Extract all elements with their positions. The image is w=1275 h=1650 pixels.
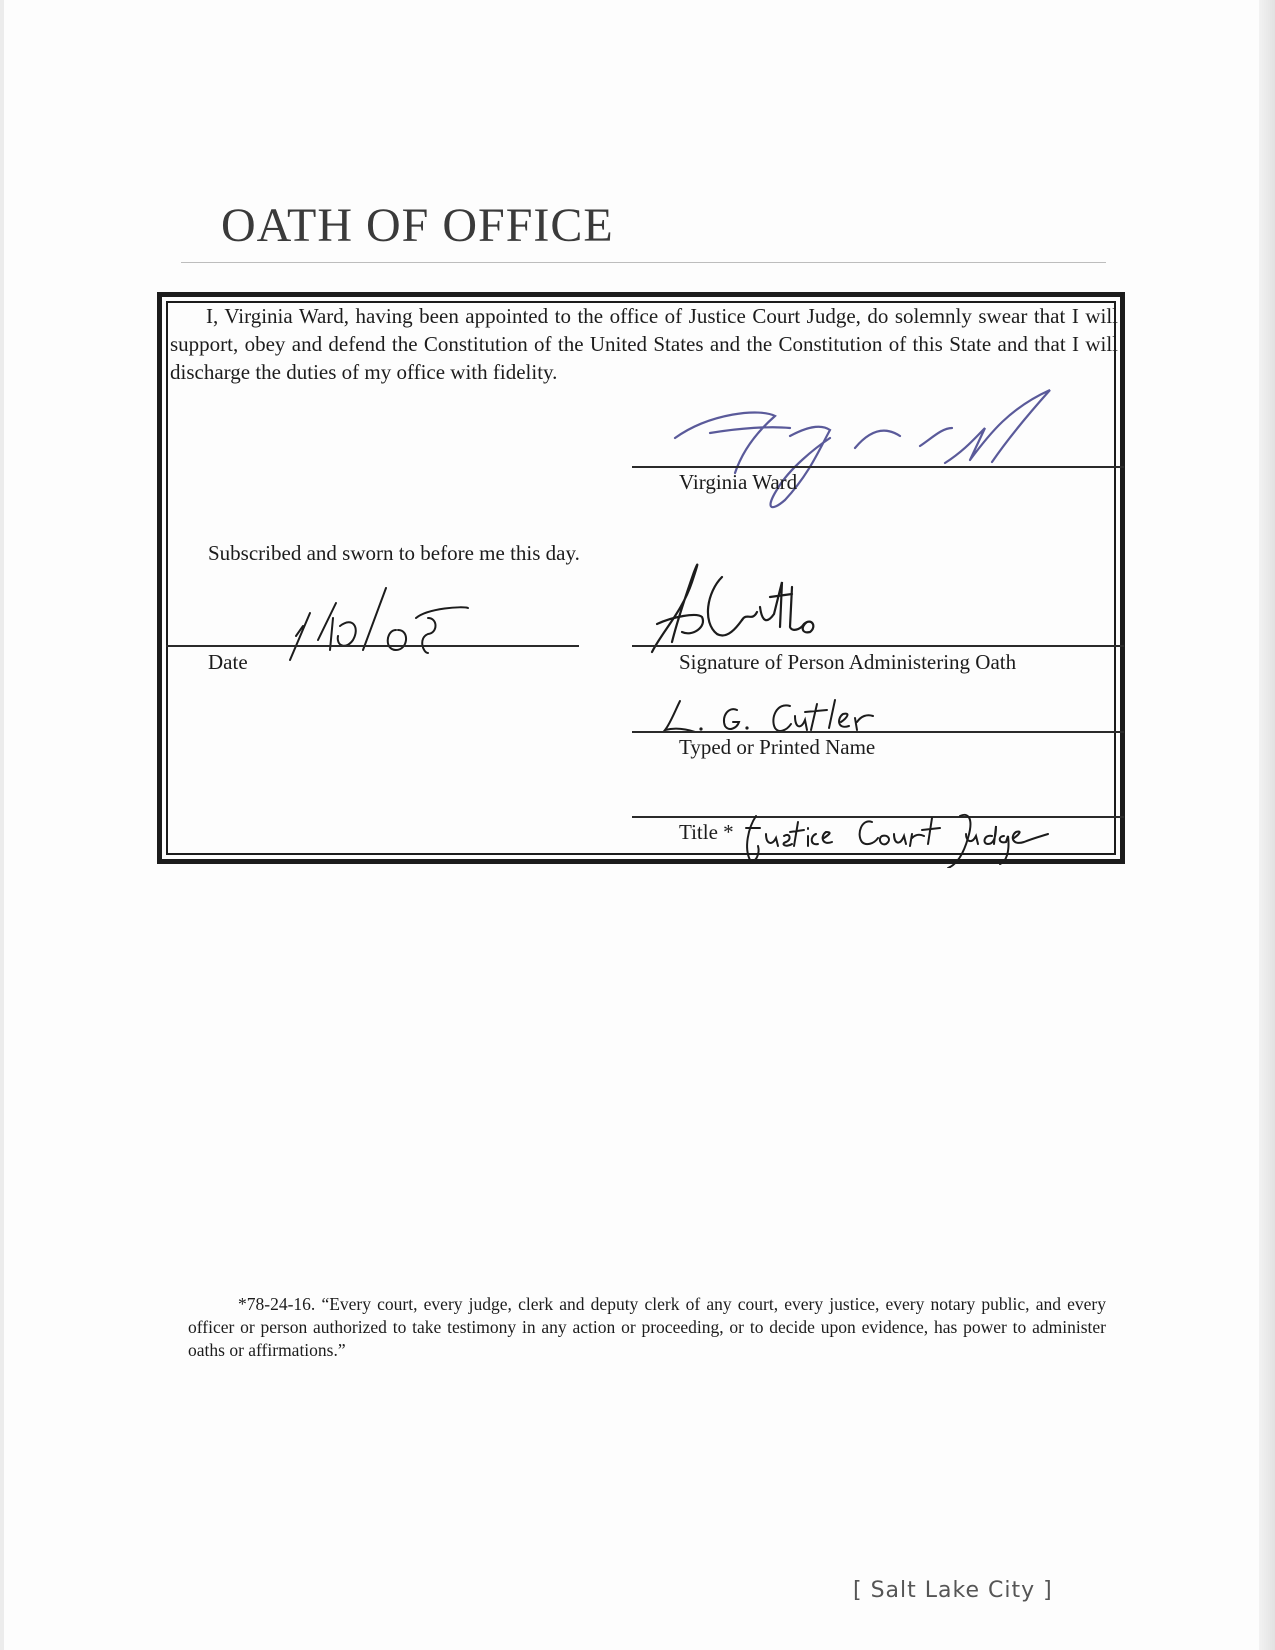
printed-name-line (632, 731, 1124, 733)
statute-footnote: *78-24-16. “Every court, every judge, clerk and deputy clerk of any court, every justice, every notary public, and every officer or person authorized to take testimony in any action or proceeding, or to decide upon evidence, has power to administer oaths or affirmations.” (188, 1294, 1106, 1360)
date-handwritten-image (268, 578, 478, 673)
affiant-signature (670, 388, 1070, 518)
margin-note: [ Salt Lake City ] (853, 1578, 1053, 1603)
date-line (166, 645, 579, 647)
administrator-signature-line (632, 645, 1124, 647)
subscribed-text: Subscribed and sworn to before me this day. (208, 541, 580, 565)
oath-text: I, Virginia Ward, having been appointed to the office of Justice Court Judge, do solemnly swear that I will support, obey and defend the Constitution of the United States and the Constitution of this State and that I will discharge the duties of my office with fidelity. (170, 304, 1118, 384)
printed-name-label: Typed or Printed Name (679, 735, 876, 759)
date-label: Date (208, 650, 248, 674)
margin-note-text: Salt Lake City (870, 1578, 1036, 1603)
page-left-edge (0, 0, 4, 1650)
title-field-label: Title * (679, 820, 734, 844)
title-handwritten-image (738, 808, 1078, 868)
affiant-signature-line (632, 466, 1124, 468)
page-right-edge (1259, 0, 1275, 1650)
affiant-name-label: Virginia Ward (679, 470, 798, 494)
administrator-signature-label: Signature of Person Administering Oath (679, 650, 1017, 674)
document-title: OATH OF OFFICE (221, 199, 614, 252)
title-rule (181, 262, 1106, 263)
